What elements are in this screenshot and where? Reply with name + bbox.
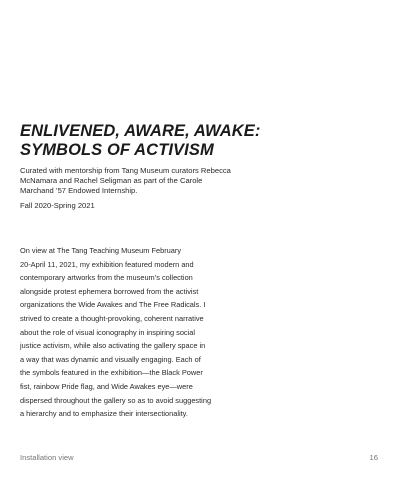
title-line: ENLIVENED, AWARE, AWAKE: [20, 122, 261, 140]
paragraph-line: justice activism, while also activating the gallery space in [20, 341, 206, 351]
paragraph-line: fist, rainbow Pride flag, and Wide Awakes eye—were [20, 381, 193, 391]
paragraph-line: the symbols featured in the exhibition—the Black Power [20, 368, 203, 378]
paragraph-line: organizations the Wide Awakes and The Free Radicals. I [20, 300, 206, 310]
title-line: SYMBOLS OF ACTIVISM [20, 141, 214, 159]
paragraph-line: a way that was dynamic and visually engaging. Each of [20, 354, 201, 364]
paragraph-line: dispersed throughout the gallery so as to avoid suggesting [20, 395, 212, 405]
paragraph-line: contemporary artworks from the museum’s collection [20, 273, 193, 283]
footer-caption: Installation view [20, 453, 74, 462]
paragraph-line: alongside protest ephemera borrowed from the activist [20, 286, 199, 296]
curator-credit-line: Curated with mentorship from Tang Museum curators Rebecca [20, 166, 231, 175]
page-title [20, 122, 360, 160]
description-paragraph [20, 244, 260, 421]
paragraph-line: about the role of visual iconography in inspiring social [20, 327, 196, 337]
curator-credit-line: Marchand ’57 Endowed Internship. [20, 186, 138, 195]
paragraph-line: a hierarchy and to emphasize their intersectionality. [20, 409, 188, 419]
page-number: 16 [369, 453, 378, 462]
paragraph-line: strived to create a thought-provoking, coherent narrative [20, 313, 204, 323]
exhibition-dates: Fall 2020-Spring 2021 [20, 201, 95, 210]
curator-credit-line: McNamara and Rachel Seligman as part of the Carole [20, 176, 203, 185]
curator-credit [20, 166, 350, 196]
paragraph-line: On view at The Tang Teaching Museum February [20, 246, 182, 255]
paragraph-line: 20-April 11, 2021, my exhibition featured modern and [20, 259, 194, 269]
